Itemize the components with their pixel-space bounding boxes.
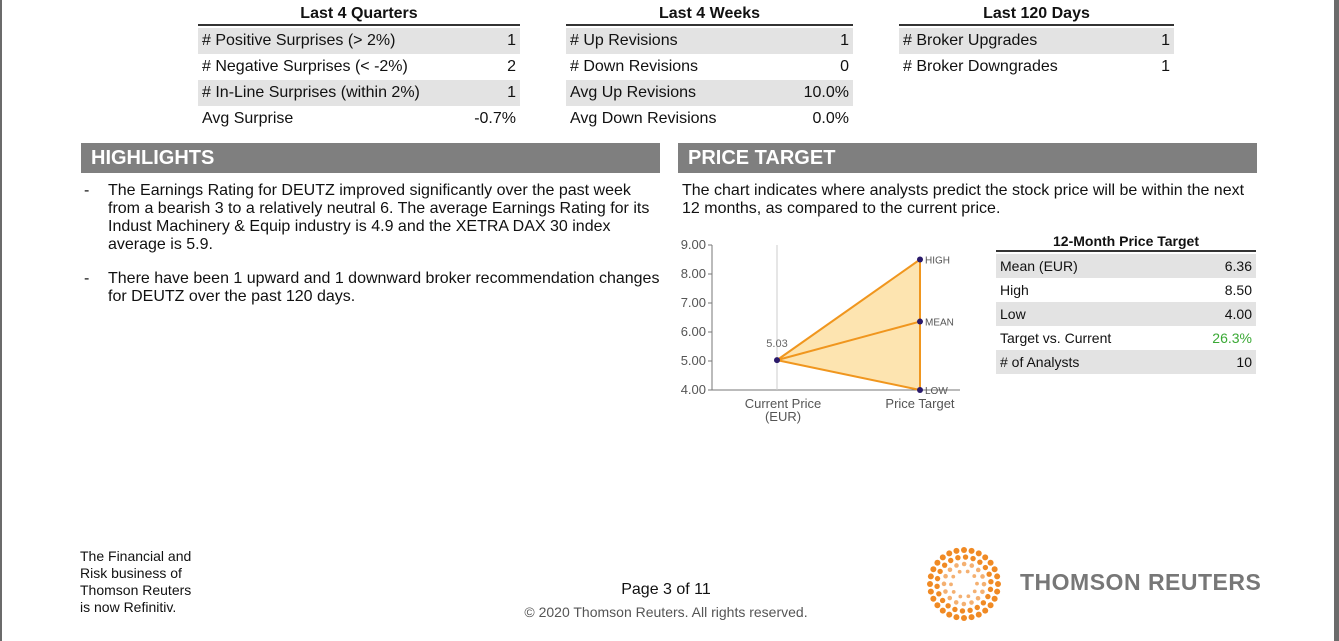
table-row (996, 350, 1256, 374)
high-point (917, 257, 923, 263)
x-tick-label: Current Price (744, 396, 822, 411)
note-line: Risk business of (80, 565, 182, 581)
note-line: The Financial and (80, 548, 192, 564)
last-4-quarters-table (198, 4, 520, 132)
table-row (566, 80, 853, 106)
row-label: Avg Surprise (202, 110, 294, 127)
row-value: 26.3% (1212, 330, 1252, 346)
table-row (198, 54, 520, 80)
table-row (566, 54, 853, 80)
row-value: 1 (840, 32, 849, 49)
row-label: # Down Revisions (570, 58, 699, 75)
copyright: © 2020 Thomson Reuters. All rights reserved. (524, 604, 808, 620)
y-tick-label: 8.00 (680, 266, 706, 281)
price-target-description: The chart indicates where analysts predict the stock price will be within the next 12 months, as compared to the current price. (682, 182, 1245, 217)
highlights-list (84, 182, 664, 322)
row-value: 8.50 (1224, 282, 1252, 298)
page-number: Page 3 of 11 (621, 581, 711, 598)
row-value: 1 (1161, 32, 1170, 49)
table-row (996, 326, 1256, 350)
row-label: High (1000, 282, 1029, 298)
table-row (996, 278, 1256, 302)
y-tick-label: 6.00 (680, 324, 706, 339)
highlight-text: There have been 1 upward and 1 downward broker recommendation changes for DEUTZ over the past 120 days. (108, 270, 660, 305)
row-value: 1 (507, 32, 516, 49)
list-item (84, 182, 664, 254)
list-item (84, 270, 664, 306)
mean-point (917, 319, 923, 325)
row-label: Avg Down Revisions (570, 110, 717, 127)
row-label: # In-Line Surprises (within 2%) (202, 84, 420, 101)
table-title: Last 120 Days (899, 4, 1174, 26)
row-value: 0.0% (812, 110, 849, 127)
row-label: # Broker Upgrades (903, 32, 1038, 49)
row-label: # Positive Surprises (> 2%) (202, 32, 396, 49)
high-label: HIGH (925, 255, 950, 267)
current-price-label: 5.03 (766, 338, 788, 351)
y-tick-label: 4.00 (680, 382, 706, 397)
table-row (566, 28, 853, 54)
price-target-header: PRICE TARGET (678, 143, 1257, 173)
target-range-area (777, 260, 920, 391)
table-row (996, 254, 1256, 278)
row-value: 1 (507, 84, 516, 101)
table-row (899, 28, 1174, 54)
table-row (198, 28, 520, 54)
row-value: 2 (507, 58, 516, 75)
row-value: 1 (1161, 58, 1170, 75)
price-target-chart (676, 234, 976, 434)
row-label: # Broker Downgrades (903, 58, 1058, 75)
table-row (198, 106, 520, 132)
refinitiv-note (80, 548, 230, 616)
low-label: LOW (925, 386, 948, 397)
y-tick-label: 9.00 (680, 237, 706, 252)
table-row (996, 302, 1256, 326)
table-row (198, 80, 520, 106)
row-label: Avg Up Revisions (570, 84, 696, 101)
row-label: # of Analysts (1000, 354, 1080, 370)
note-line: Thomson Reuters (80, 582, 192, 598)
table-title: Last 4 Weeks (566, 4, 853, 26)
brand-name: THOMSON REUTERS (1020, 569, 1262, 595)
row-value: 10.0% (803, 84, 849, 101)
last-120-days-table (899, 4, 1174, 80)
row-value: -0.7% (474, 110, 516, 127)
row-label: # Negative Surprises (< -2%) (202, 58, 408, 75)
bullet-dash: - (84, 270, 90, 287)
low-point (917, 387, 923, 393)
row-value: 4.00 (1224, 306, 1252, 322)
x-tick-label: Price Target (885, 396, 955, 411)
row-label: # Up Revisions (570, 32, 678, 49)
thomson-reuters-logo (924, 546, 1004, 622)
row-value: 0 (840, 58, 849, 75)
note-line: is now Refinitiv. (80, 599, 177, 615)
row-label: Low (1000, 306, 1026, 322)
page-border-right (1334, 0, 1339, 641)
highlights-header: HIGHLIGHTS (81, 143, 660, 173)
last-4-weeks-table (566, 4, 853, 132)
x-tick-label: (EUR) (764, 409, 802, 424)
y-tick-label: 7.00 (680, 295, 706, 310)
mean-label: MEAN (925, 317, 954, 329)
bullet-dash: - (84, 182, 90, 199)
table-row (566, 106, 853, 132)
page-border-left (0, 0, 2, 641)
row-value: 6.36 (1224, 258, 1252, 274)
table-row (899, 54, 1174, 80)
highlight-text: The Earnings Rating for DEUTZ improved significantly over the past week from a bearish 3 to a relatively neutral 6. The average Earnings Rating for its Indust Machinery & Equip industry is 4.9 and the XETRA DAX 30 index average is 5.9. (108, 182, 650, 253)
row-label: Mean (EUR) (1000, 258, 1078, 274)
price-target-table (996, 232, 1256, 374)
table-title: Last 4 Quarters (198, 4, 520, 26)
row-value: 10 (1236, 354, 1252, 370)
y-tick-label: 5.00 (680, 353, 706, 368)
table-title: 12-Month Price Target (996, 232, 1256, 252)
current-price-point (774, 357, 780, 363)
row-label: Target vs. Current (1000, 330, 1112, 346)
